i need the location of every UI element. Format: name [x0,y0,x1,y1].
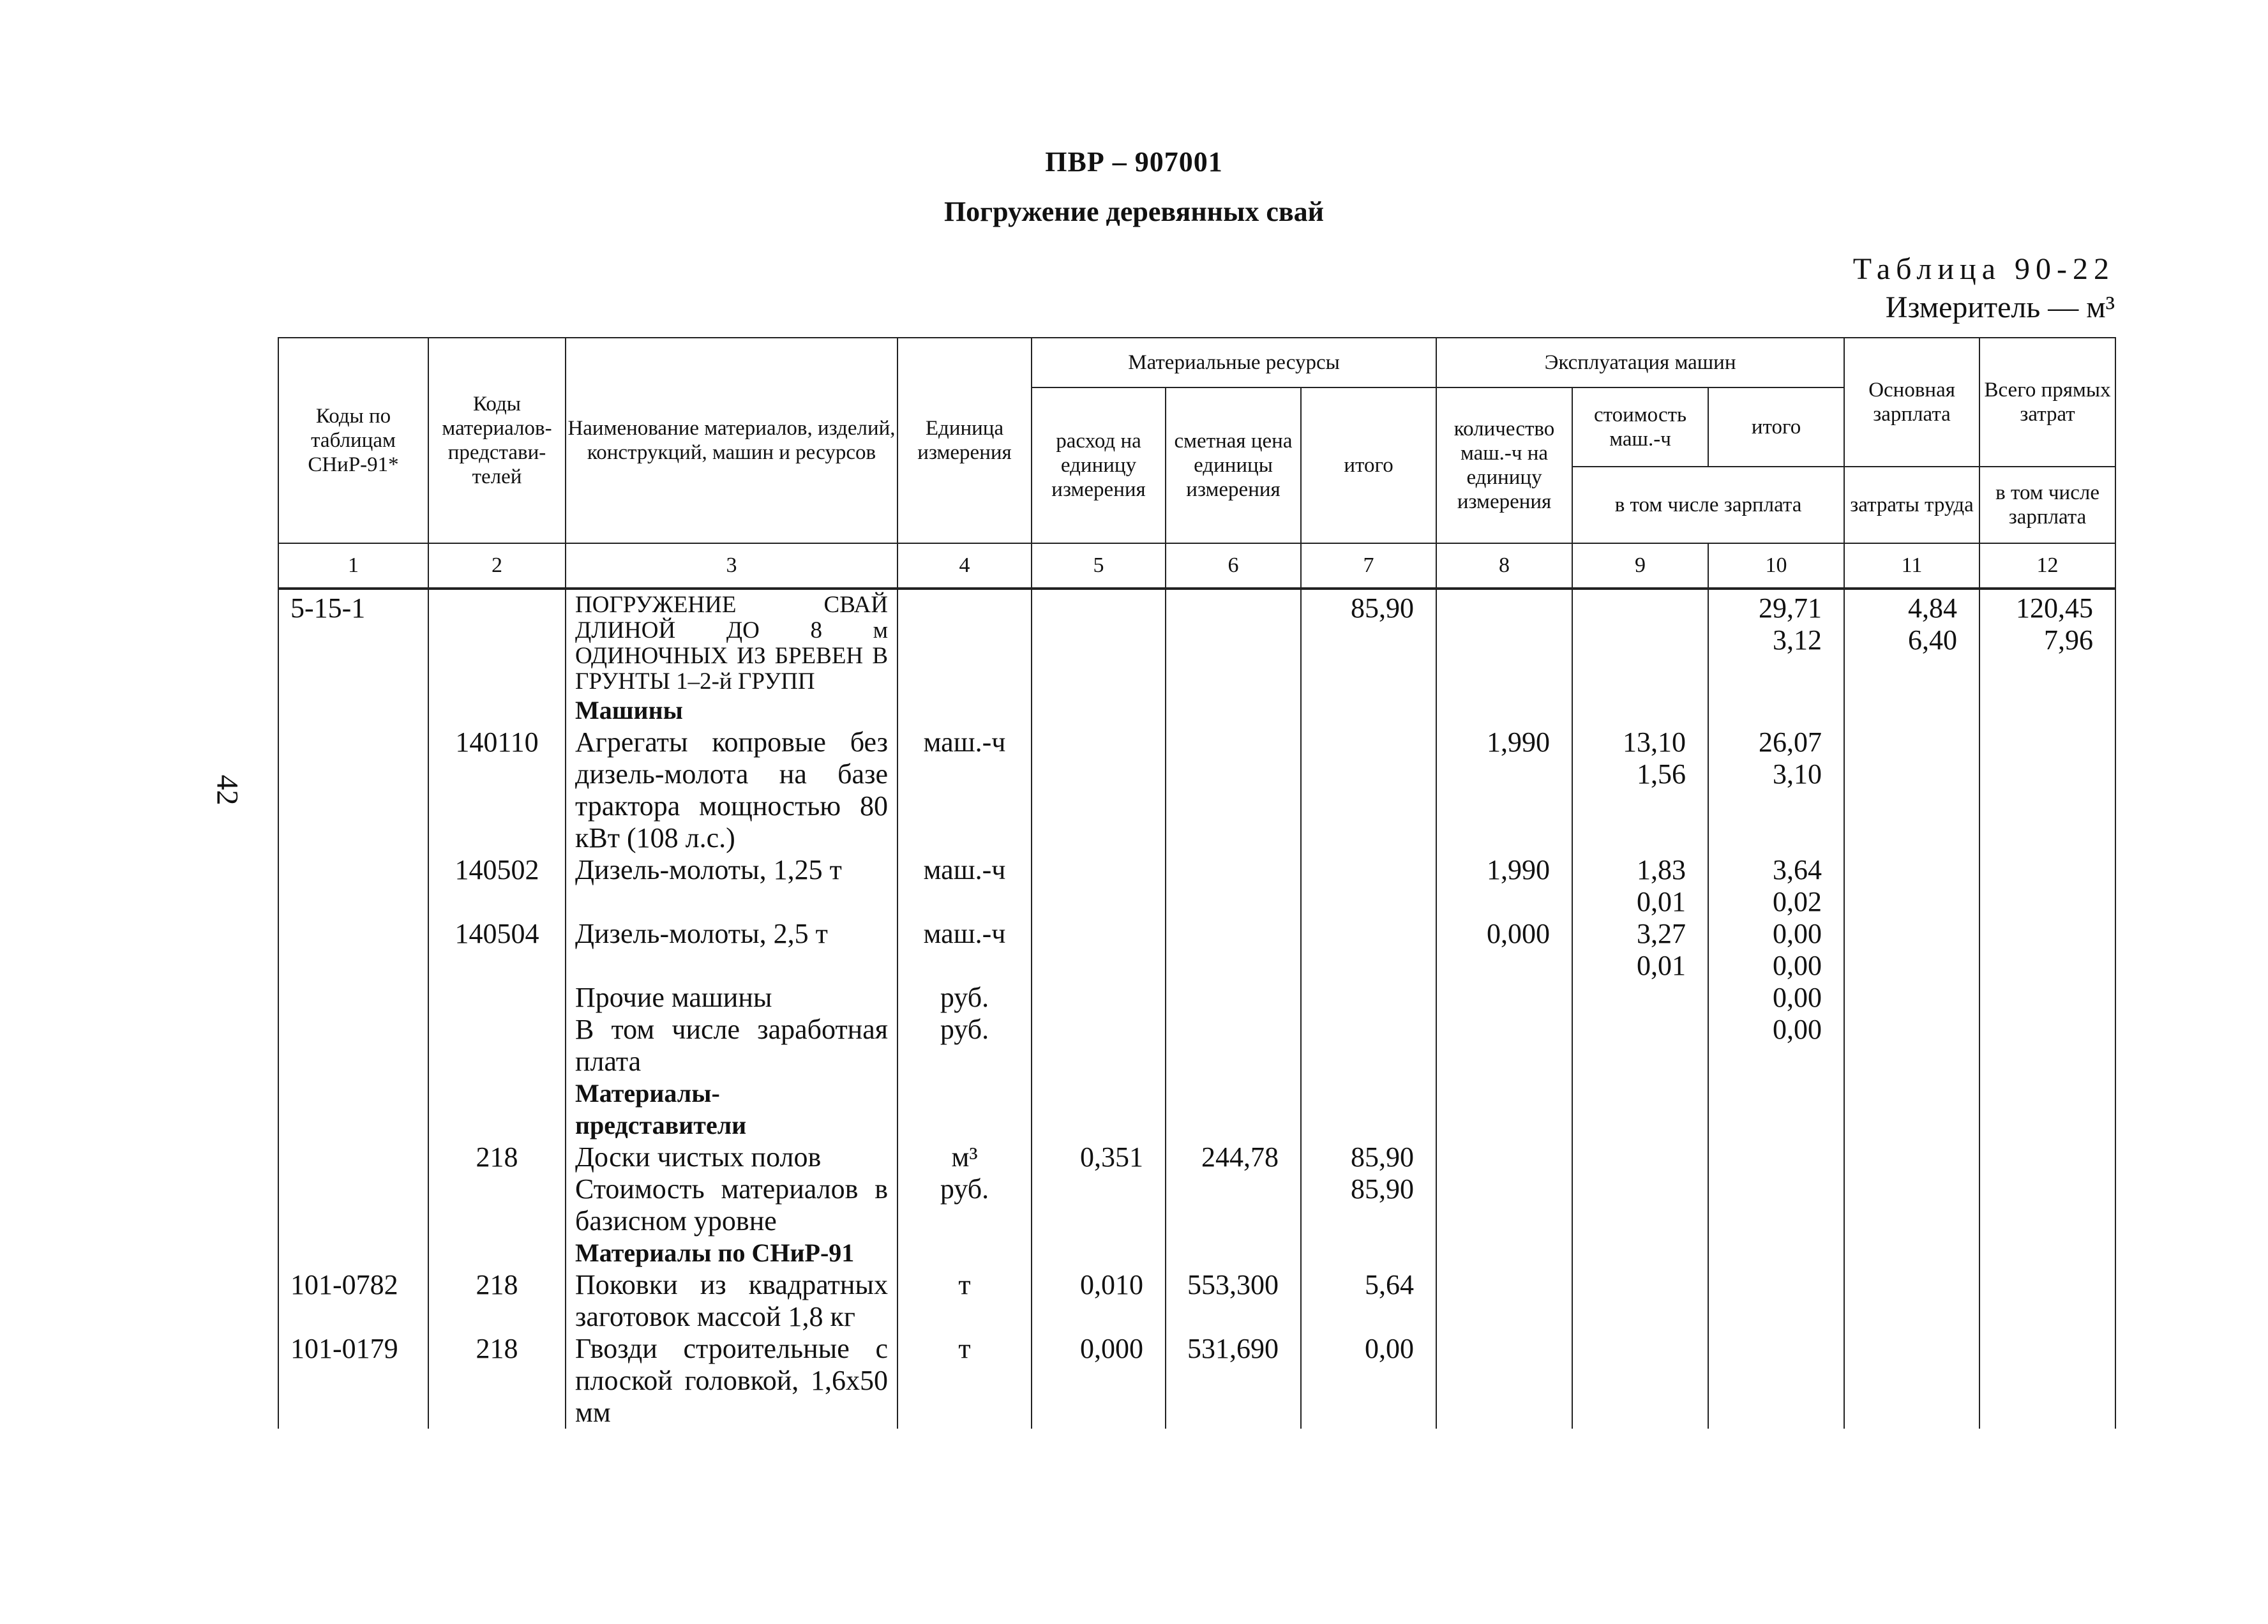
row-machine-total: 0,00 [1708,1014,1844,1078]
table-label: Таблица 90-22 [1852,252,2115,286]
table-header [278,338,2115,589]
header-c5: расход на единицу измерения [1032,387,1166,543]
row-machine-cost [1572,982,1708,1014]
header-c9: стоимость маш.-ч [1572,387,1708,467]
row-machine-hours [1436,982,1572,1014]
table-row [278,1141,2115,1173]
row-name: Дизель-молоты, 2,5 т [566,918,897,982]
row-name: Прочие машины [566,982,897,1014]
row-machine-hours [1436,1173,1572,1237]
row-consumption [1032,1014,1166,1078]
header-c11: Основная зарплата [1844,338,1979,467]
header-c12: Всего прямых затрат [1979,338,2115,467]
row-machine-hours: 1,990 [1436,854,1572,918]
row-total-direct [1979,854,2115,918]
table-row [278,918,2115,982]
header-c9-10-sub: в том числе зарплата [1572,467,1844,543]
row-machine-total: 0,00 [1708,982,1844,1014]
row-unit [897,592,1032,695]
row-code [278,982,428,1014]
row-code [278,1173,428,1237]
row-code [278,1078,428,1141]
row-total-direct [1979,726,2115,854]
row-base-salary [1844,1269,1979,1333]
row-consumption [1032,592,1166,695]
row-rep-code [428,1014,566,1078]
row-base-salary [1844,982,1979,1014]
row-materials-total: 5,64 [1301,1269,1436,1333]
row-consumption [1032,982,1166,1014]
row-total-direct [1979,695,2115,726]
row-machine-cost [1572,1078,1708,1141]
row-machine-total: 26,07 3,10 [1708,726,1844,854]
document-title: Погружение деревянных свай [943,196,1325,227]
row-price [1166,854,1301,918]
row-unit: маш.-ч [897,918,1032,982]
row-materials-total: 0,00 [1301,1333,1436,1429]
table-row [278,1333,2115,1429]
row-name: Материалы по СНиР-91 [566,1237,897,1269]
page-number: 42 [210,774,244,806]
row-price [1166,592,1301,695]
row-code: 5-15-1 [278,592,428,695]
table-row [278,1269,2115,1333]
row-total-direct [1979,1173,2115,1237]
row-rep-code: 218 [428,1333,566,1429]
row-code: 101-0782 [278,1269,428,1333]
row-consumption [1032,695,1166,726]
row-rep-code [428,1078,566,1141]
table-row [278,1173,2115,1237]
header-c2: Коды материалов-представи-телей [428,338,566,543]
row-materials-total: 85,90 [1301,1141,1436,1173]
row-total-direct [1979,982,2115,1014]
row-materials-total [1301,854,1436,918]
row-machine-cost [1572,695,1708,726]
row-machine-total: 0,00 0,00 [1708,918,1844,982]
row-machine-cost [1572,1014,1708,1078]
row-unit: руб. [897,1173,1032,1237]
header-c1: Коды по таблицам СНиР-91* [278,338,428,543]
column-number: 1 [278,543,428,589]
row-base-salary [1844,1333,1979,1429]
row-machine-hours: 1,990 [1436,726,1572,854]
column-number: 8 [1436,543,1572,589]
row-rep-code [428,592,566,695]
column-number: 3 [566,543,897,589]
header-c4: Единица измерения [897,338,1032,543]
row-price [1166,726,1301,854]
row-rep-code [428,1173,566,1237]
row-price: 244,78 [1166,1141,1301,1173]
row-machine-cost [1572,1333,1708,1429]
row-rep-code: 140110 [428,726,566,854]
measure-unit: Измеритель — м³ [1885,290,2115,324]
row-rep-code [428,1237,566,1269]
row-rep-code [428,695,566,726]
header-c6: сметная цена единицы измерения [1166,387,1301,543]
header-c10: итого [1708,387,1844,467]
row-price [1166,982,1301,1014]
row-unit: т [897,1269,1032,1333]
row-rep-code [428,982,566,1014]
column-number: 2 [428,543,566,589]
row-rep-code: 140502 [428,854,566,918]
row-machine-total [1708,1333,1844,1429]
row-price [1166,918,1301,982]
row-base-salary: 4,84 6,40 [1844,592,1979,695]
row-machine-hours [1436,1014,1572,1078]
row-code [278,918,428,982]
row-name: Материалы-представители [566,1078,897,1141]
row-machine-cost [1572,592,1708,695]
table-body [278,589,2115,1429]
row-unit [897,695,1032,726]
row-machine-total [1708,1269,1844,1333]
table-row [278,592,2115,695]
row-consumption [1032,918,1166,982]
row-machine-cost [1572,1141,1708,1173]
row-machine-total [1708,1237,1844,1269]
row-base-salary [1844,1078,1979,1141]
header-c3: Наименование материалов, изделий, конструкций, машин и ресурсов [566,338,897,543]
row-price [1166,1014,1301,1078]
row-code [278,1141,428,1173]
row-unit: маш.-ч [897,726,1032,854]
table-row [278,726,2115,854]
row-consumption [1032,726,1166,854]
row-machine-total: 3,64 0,02 [1708,854,1844,918]
row-machine-hours [1436,1141,1572,1173]
row-unit: руб. [897,1014,1032,1078]
row-rep-code: 140504 [428,918,566,982]
row-price: 531,690 [1166,1333,1301,1429]
row-machine-cost [1572,1269,1708,1333]
row-rep-code: 218 [428,1269,566,1333]
row-base-salary [1844,1141,1979,1173]
row-code [278,726,428,854]
row-materials-total: 85,90 [1301,592,1436,695]
row-consumption [1032,854,1166,918]
column-number: 12 [1979,543,2115,589]
row-base-salary [1844,1237,1979,1269]
row-machine-total [1708,1141,1844,1173]
column-number: 4 [897,543,1032,589]
row-machine-total [1708,1173,1844,1237]
row-machine-hours [1436,1333,1572,1429]
row-machine-hours [1436,592,1572,695]
column-number: 5 [1032,543,1166,589]
row-materials-total [1301,695,1436,726]
column-numbers-row [278,543,2115,589]
row-machine-total [1708,1078,1844,1141]
row-unit: маш.-ч [897,854,1032,918]
row-machine-total [1708,695,1844,726]
row-machine-hours [1436,1078,1572,1141]
row-base-salary [1844,1173,1979,1237]
section-row [278,695,2115,726]
row-materials-total [1301,726,1436,854]
row-price [1166,1173,1301,1237]
row-consumption [1032,1237,1166,1269]
row-machine-hours: 0,000 [1436,918,1572,982]
row-name: Поковки из квадратных заготовок массой 1,8 кг [566,1269,897,1333]
table-row [278,982,2115,1014]
header-c7: итого [1301,387,1436,543]
row-machine-hours [1436,1269,1572,1333]
row-materials-total [1301,1014,1436,1078]
row-price [1166,695,1301,726]
row-base-salary [1844,918,1979,982]
row-name: Гвозди строительные с плоской головкой, 1,6x50 мм [566,1333,897,1429]
row-total-direct [1979,1141,2115,1173]
row-unit: м³ [897,1141,1032,1173]
row-total-direct [1979,1237,2115,1269]
row-total-direct: 120,45 7,96 [1979,592,2115,695]
row-total-direct [1979,918,2115,982]
table-row [278,854,2115,918]
row-consumption: 0,351 [1032,1141,1166,1173]
row-code [278,854,428,918]
header-machines-group: Эксплуатация машин [1436,338,1844,387]
row-name: Машины [566,695,897,726]
row-price [1166,1078,1301,1141]
row-base-salary [1844,695,1979,726]
row-unit: т [897,1333,1032,1429]
section-row [278,1237,2115,1269]
row-name: Агрегаты копровые без дизель-молота на базе трактора мощностью 80 кВт (108 л.с.) [566,726,897,854]
row-materials-total [1301,918,1436,982]
row-name: В том числе заработная плата [566,1014,897,1078]
row-machine-cost: 13,10 1,56 [1572,726,1708,854]
row-name: Стоимость материалов в базисном уровне [566,1173,897,1237]
row-name: ПОГРУЖЕНИЕ СВАЙ ДЛИНОЙ ДО 8 м ОДИНОЧНЫХ ИЗ БРЕВЕН В ГРУНТЫ 1–2-й ГРУПП [566,592,897,695]
header-materials-group: Материальные ресурсы [1032,338,1436,387]
row-code: 101-0179 [278,1333,428,1429]
row-consumption [1032,1078,1166,1141]
row-machine-hours [1436,695,1572,726]
header-c12-sub: в том числе зарплата [1979,467,2115,543]
row-materials-total [1301,1237,1436,1269]
section-row [278,1078,2115,1141]
row-total-direct [1979,1078,2115,1141]
row-price: 553,300 [1166,1269,1301,1333]
row-machine-cost [1572,1173,1708,1237]
column-number: 10 [1708,543,1844,589]
row-base-salary [1844,854,1979,918]
header-c8: количество маш.-ч на единицу измерения [1436,387,1572,543]
header-c11-sub: затраты труда [1844,467,1979,543]
row-base-salary [1844,726,1979,854]
row-materials-total: 85,90 [1301,1173,1436,1237]
row-unit: руб. [897,982,1032,1014]
row-total-direct [1979,1269,2115,1333]
row-price [1166,1237,1301,1269]
row-name: Дизель-молоты, 1,25 т [566,854,897,918]
row-machine-hours [1436,1237,1572,1269]
row-base-salary [1844,1014,1979,1078]
row-consumption: 0,000 [1032,1333,1166,1429]
row-total-direct [1979,1014,2115,1078]
row-total-direct [1979,1333,2115,1429]
row-machine-cost: 3,27 0,01 [1572,918,1708,982]
row-code [278,1237,428,1269]
table-row [278,1014,2115,1078]
row-materials-total [1301,982,1436,1014]
row-unit [897,1078,1032,1141]
row-name: Доски чистых полов [566,1141,897,1173]
row-rep-code: 218 [428,1141,566,1173]
column-number: 6 [1166,543,1301,589]
document-code: ПВР – 907001 [1045,146,1223,177]
table-caption [1853,250,2115,327]
row-machine-cost [1572,1237,1708,1269]
row-code [278,1014,428,1078]
row-unit [897,1237,1032,1269]
row-machine-total: 29,71 3,12 [1708,592,1844,695]
row-machine-cost: 1,83 0,01 [1572,854,1708,918]
row-consumption [1032,1173,1166,1237]
column-number: 7 [1301,543,1436,589]
column-number: 9 [1572,543,1708,589]
row-consumption: 0,010 [1032,1269,1166,1333]
resource-table [278,337,2116,1429]
column-number: 11 [1844,543,1979,589]
row-code [278,695,428,726]
row-materials-total [1301,1078,1436,1141]
